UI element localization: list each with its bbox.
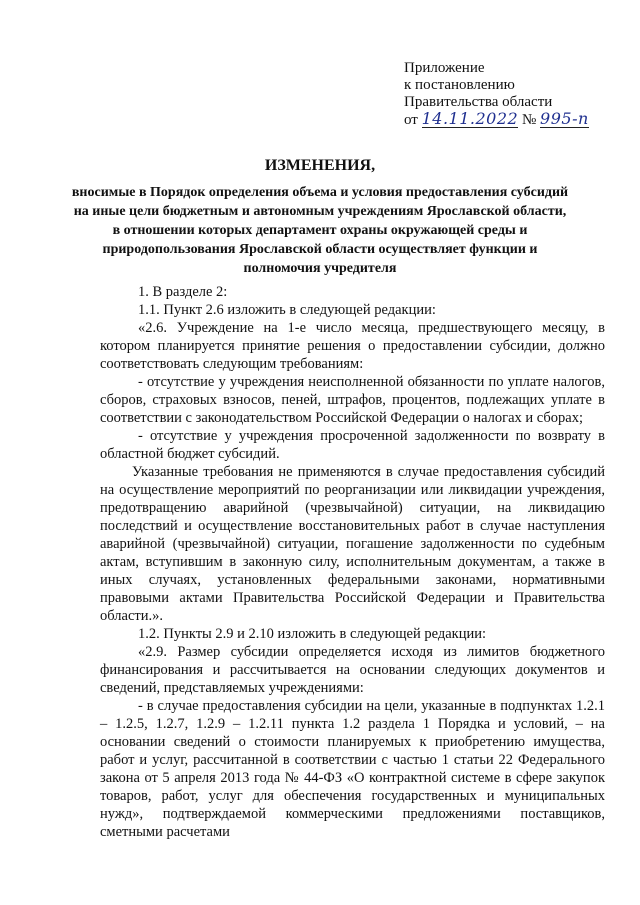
- number-label: №: [521, 112, 537, 128]
- handwritten-number: 995-п: [540, 109, 589, 128]
- document-subtitle: вносимые в Порядок определения объема и условия предоставления субсидий на иные цели бюджетным и автономным учреждениям Ярославской области, в отношении которых департамент охраны окружающей среды и природопользования Ярославской области осуществляет функции и полномочия учредителя: [71, 185, 569, 276]
- paragraph-7: 1.2. Пункты 2.9 и 2.10 изложить в следующей редакции:: [138, 626, 487, 642]
- document-title: ИЗМЕНЕНИЯ,: [264, 157, 376, 174]
- annex-date-line: [404, 111, 589, 129]
- paragraph-8: «2.9. Размер субсидии определяется исходя из лимитов бюджетного финансирования и рассчитывается на основании следующих документов и сведений, представляемых учреждениями:: [100, 644, 605, 696]
- paragraph-2: 1.1. Пункт 2.6 изложить в следующей редакции:: [138, 302, 436, 318]
- annex-line-3: Правительства области: [404, 94, 553, 110]
- paragraph-5: - отсутствие у учреждения просроченной задолженности по возврату в областной бюджет субсидий.: [100, 428, 605, 462]
- paragraph-6: Указанные требования не применяются в случае предоставления субсидий на осуществление мероприятий по реорганизации или ликвидации учреждения, предотвращению аварийной (чрезвычайной) ситуации, на ликвидацию последствий и осуществление восстановительных работ в случае наступления аварийной (чрезвычайной) ситуации, погашение задолженности по судебным актам, вступившим в законную силу, исполнительным документам, а также в иных случаях, установленных федеральными законами, нормативными правовыми актами Правительства Российской Федерации и Правительства области.».: [100, 464, 605, 624]
- paragraph-1: 1. В разделе 2:: [138, 284, 228, 300]
- from-label: от: [404, 112, 418, 128]
- handwritten-date: 14.11.2022: [421, 109, 519, 128]
- paragraph-9: - в случае предоставления субсидии на цели, указанные в подпунктах 1.2.1 – 1.2.5, 1.2.7, 1.2.9 – 1.2.11 пункта 1.2 раздела 1 Порядка и условий, – на основании сведений о стоимости планируемых к приобретению имущества, работ и услуг, рассчитанной в соответствии с частью 1 статьи 22 Федерального закона от 5 апреля 2013 года № 44-ФЗ «О контрактной системе в сфере закупок товаров, работ, услуг для обеспечения государственных и муниципальных нужд», подтверждаемой коммерческими предложениями поставщиков, сметными расчетами: [100, 698, 605, 840]
- annex-line-2: к постановлению: [404, 77, 515, 93]
- document-body: [100, 283, 605, 841]
- annex-block: [404, 60, 589, 129]
- paragraph-3: «2.6. Учреждение на 1-е число месяца, предшествующего месяцу, в котором планируется принятие решения о предоставлении субсидии, должно соответствовать следующим требованиям:: [100, 320, 605, 372]
- annex-line-1: Приложение: [404, 60, 485, 76]
- paragraph-4: - отсутствие у учреждения неисполненной обязанности по уплате налогов, сборов, страховых взносов, пеней, штрафов, процентов, подлежащих уплате в соответствии с законодательством Российской Федерации о налогах и сборах;: [100, 374, 605, 426]
